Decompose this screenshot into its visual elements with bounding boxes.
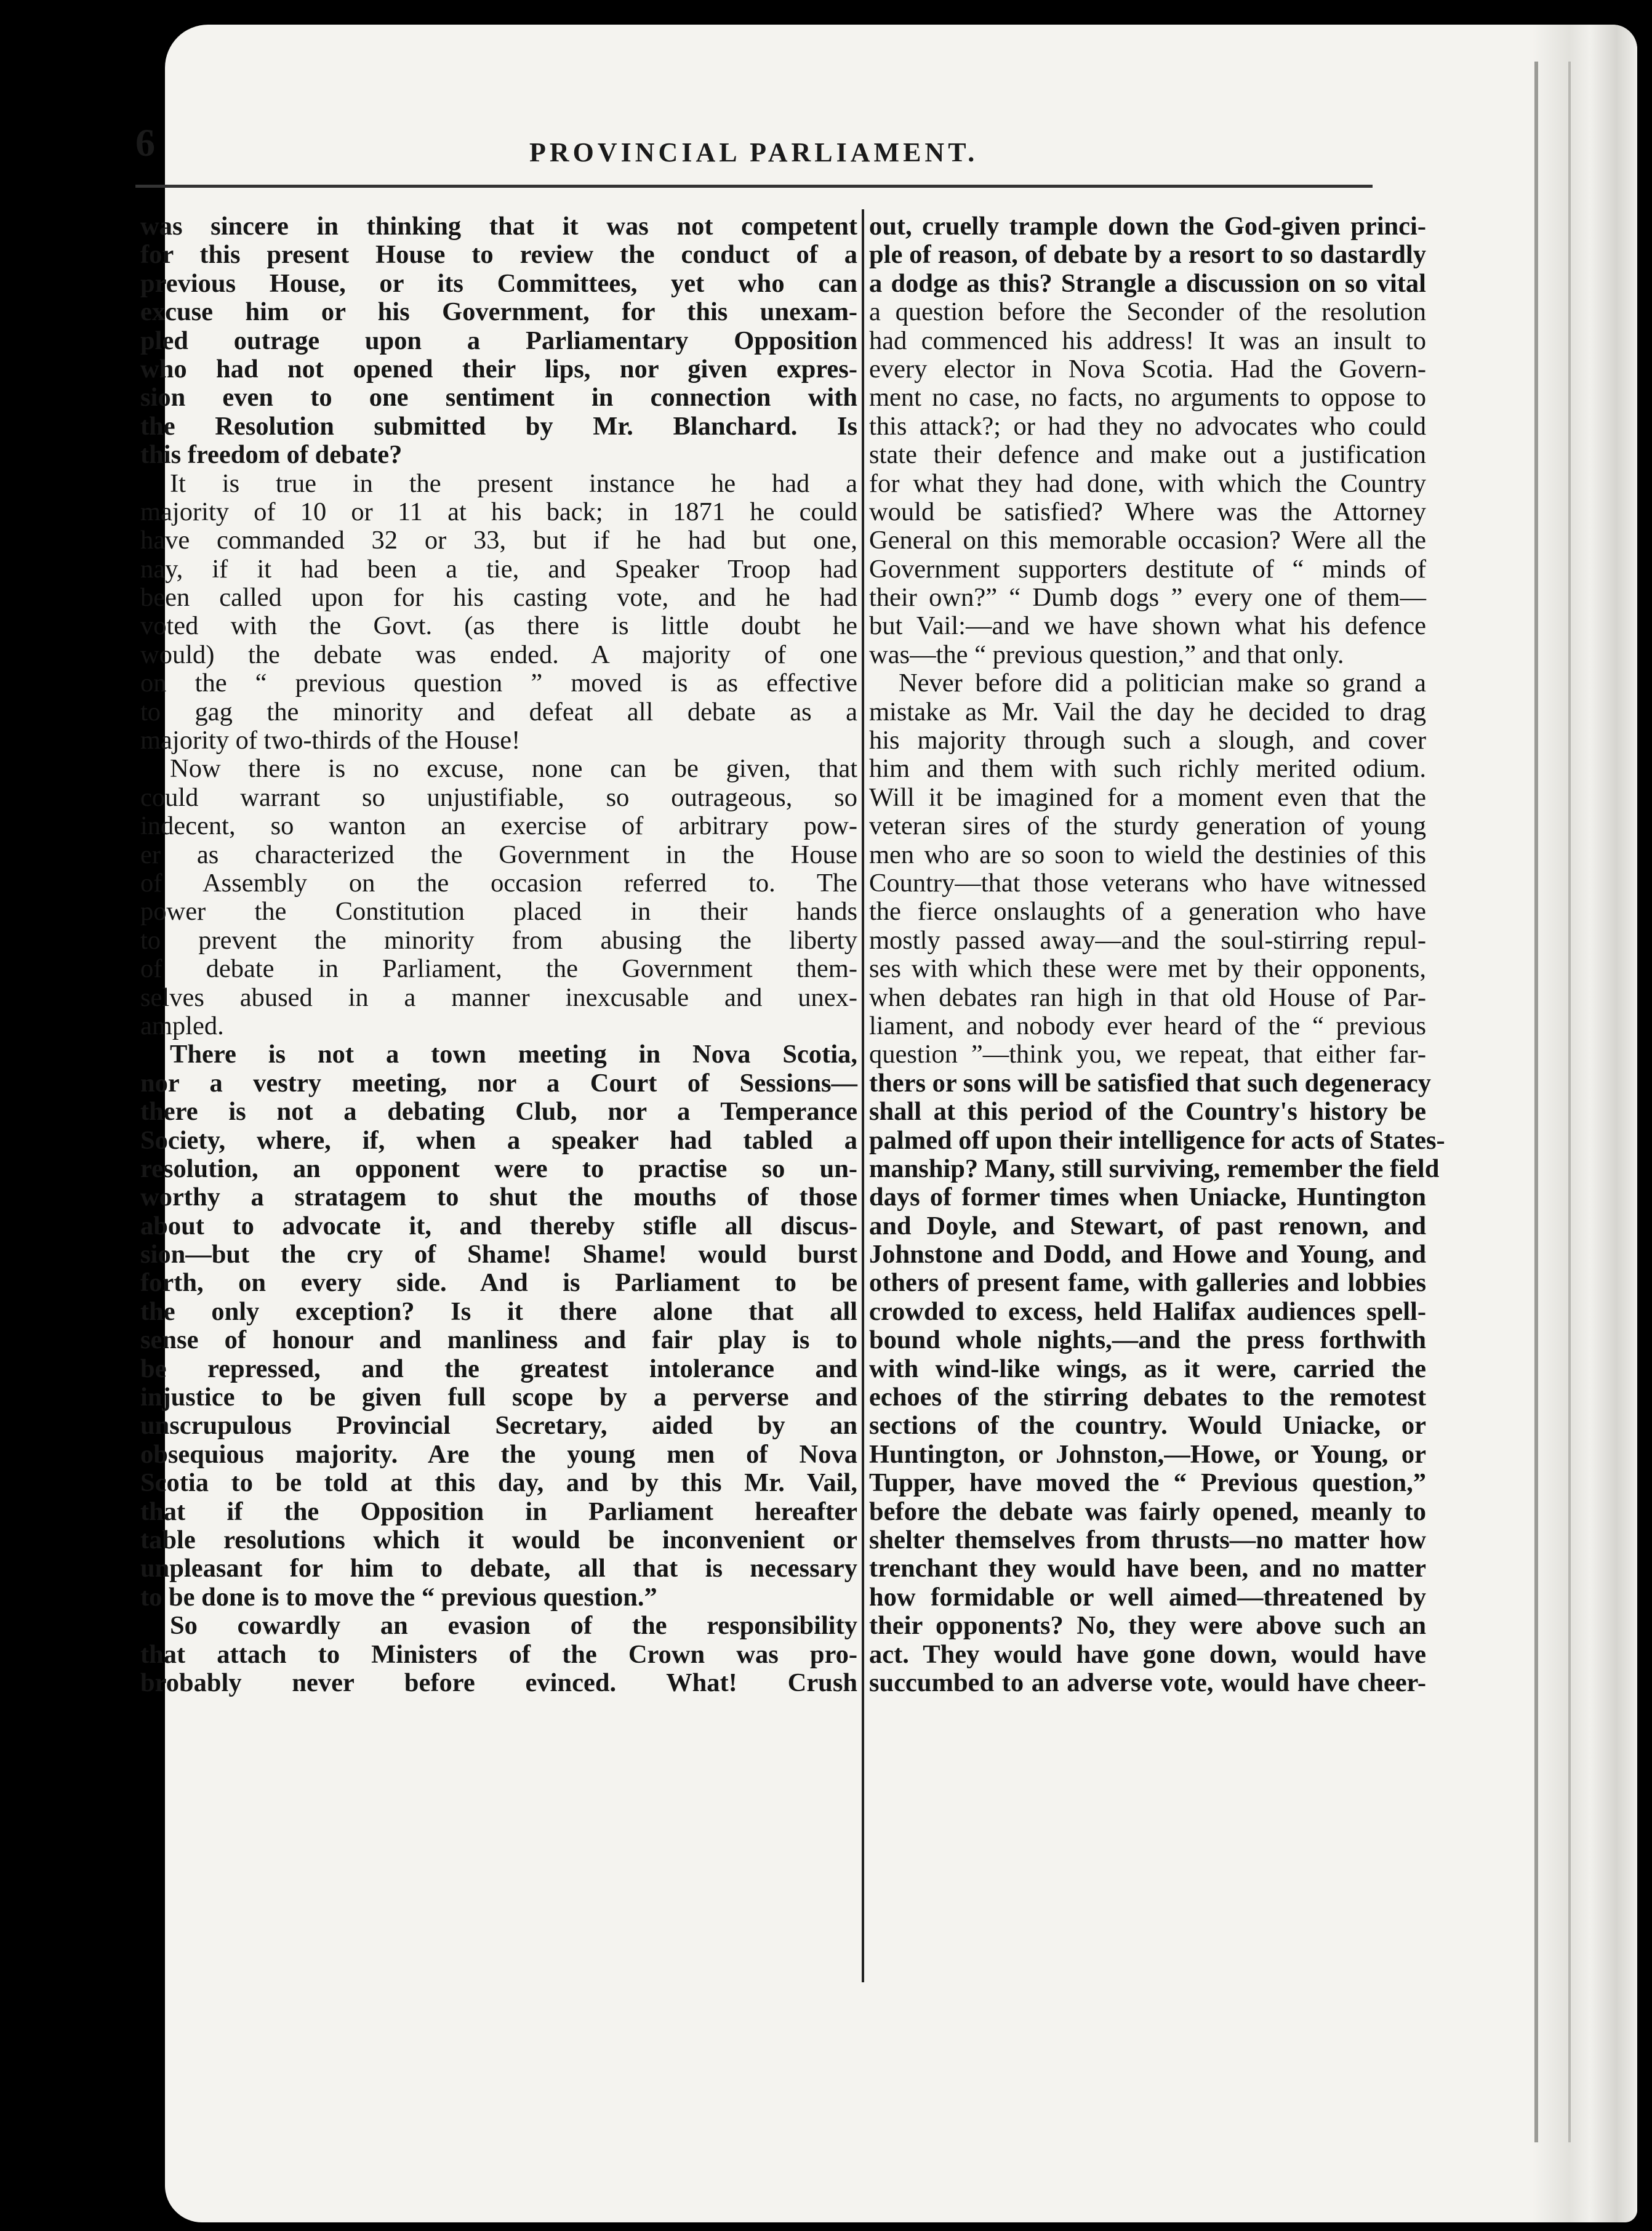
text-line: General on this memorable occasion? Were all the [869, 526, 1426, 555]
text-line: was sincere in thinking that it was not competent [140, 212, 857, 241]
text-line: and Doyle, and Stewart, of past renown, and [869, 1211, 1426, 1240]
text-line: that if the Opposition in Parliament hereafter [140, 1497, 857, 1526]
text-line: have commanded 32 or 33, but if he had but one, [140, 526, 857, 555]
text-line: shall at this period of the Country's history be [869, 1097, 1426, 1127]
header-rule [135, 185, 1373, 188]
text-line: about to advocate it, and thereby stifle all discus- [140, 1211, 857, 1240]
text-line: who had not opened their lips, nor given expres- [140, 354, 857, 384]
text-line: ple of reason, of debate by a resort to so dastardly [869, 240, 1426, 270]
text-line: for this present House to review the conduct of a [140, 240, 857, 270]
text-line: unscrupulous Provincial Secretary, aided by an [140, 1411, 857, 1441]
text-line: would) the debate was ended. A majority of one [140, 640, 857, 669]
text-line: Huntington, or Johnston,—Howe, or Young, or [869, 1439, 1426, 1469]
text-line: for what they had done, with which the Country [869, 468, 1426, 498]
text-line: their opponents? No, they were above such an [869, 1611, 1426, 1641]
text-line: how formidable or well aimed—threatened by [869, 1582, 1426, 1612]
text-line: could warrant so unjustifiable, so outrageous, so [140, 782, 857, 812]
left-column [140, 212, 857, 1697]
text-line: would be satisfied? Where was the Attorney [869, 497, 1426, 526]
text-line: brobably never before evinced. What! Crush [140, 1668, 857, 1697]
page-fold-line [1534, 62, 1538, 2142]
text-line: There is not a town meeting in Nova Scotia, [170, 1040, 857, 1069]
text-line: sion—but the cry of Shame! Shame! would burst [140, 1240, 857, 1269]
text-line: manship? Many, still surviving, remember the field [869, 1154, 1440, 1183]
text-line: unpleasant for him to debate, all that is necessary [140, 1554, 857, 1583]
text-line: er as characterized the Government in the House [140, 840, 857, 869]
text-line: bound whole nights,—and the press forthwith [869, 1325, 1426, 1355]
text-line: Never before did a politician make so grand a [899, 669, 1426, 698]
text-line: Now there is no excuse, none can be given, that [170, 754, 857, 784]
right-column [869, 212, 1445, 1697]
text-line: his majority through such a slough, and cover [869, 726, 1426, 755]
running-head: PROVINCIAL PARLIAMENT. [529, 137, 979, 167]
text-line: trenchant they would have been, and no matter [869, 1554, 1426, 1583]
text-line: injustice to be given full scope by a perverse and [140, 1383, 857, 1412]
text-line: a dodge as this? Strangle a discussion on so vital [869, 268, 1426, 298]
text-line: was—the “ previous question,” and that only. [869, 640, 1344, 669]
text-line: mostly passed away—and the soul-stirring repul- [869, 925, 1426, 955]
text-line: to prevent the minority from abusing the liberty [140, 925, 857, 955]
text-line: but Vail:—and we have shown what his defence [869, 611, 1426, 641]
text-line: their own?” “ Dumb dogs ” every one of them— [869, 583, 1426, 613]
text-line: of Assembly on the occasion referred to. The [140, 868, 857, 898]
text-line: excuse him or his Government, for this unexam- [140, 297, 857, 327]
text-line: to be done is to move the “ previous question.” [140, 1582, 657, 1612]
text-line: worthy a stratagem to shut the mouths of those [140, 1183, 857, 1212]
text-line: every elector in Nova Scotia. Had the Govern- [869, 354, 1426, 384]
text-line: obsequious majority. Are the young men of Nova [140, 1439, 857, 1469]
text-line: the fierce onslaughts of a generation who have [869, 897, 1426, 927]
text-line: nay, if it had been a tie, and Speaker Troop had [140, 554, 857, 584]
text-line: a question before the Seconder of the resolution [869, 297, 1426, 327]
text-line: palmed off upon their intelligence for acts of States- [869, 1125, 1445, 1155]
text-line: men who are so soon to wield the destinies of this [869, 840, 1426, 869]
text-line: others of present fame, with galleries and lobbies [869, 1268, 1426, 1298]
text-line: to gag the minority and defeat all debate as a [140, 697, 857, 726]
text-line: nor a vestry meeting, nor a Court of Sessions— [140, 1068, 857, 1098]
text-line: ses with which these were met by their opponents, [869, 954, 1426, 984]
text-line: mistake as Mr. Vail the day he decided to drag [869, 697, 1426, 726]
text-line: veteran sires of the sturdy generation of young [869, 811, 1426, 841]
text-line: on the “ previous question ” moved is as effective [140, 669, 857, 698]
text-line: the only exception? Is it there alone that all [140, 1296, 857, 1326]
text-line: shelter themselves from thrusts—no matter how [869, 1525, 1426, 1554]
text-line: state their defence and make out a justification [869, 440, 1426, 470]
text-line: him and them with such richly merited odium. [869, 754, 1426, 784]
text-line: Country—that those veterans who have witnessed [869, 868, 1426, 898]
text-line: pled outrage upon a Parliamentary Opposition [140, 326, 857, 355]
text-line: days of former times when Uniacke, Huntington [869, 1183, 1426, 1212]
text-line: power the Constitution placed in their hands [140, 897, 857, 927]
text-line: selves abused in a manner inexcusable and unex- [140, 983, 857, 1012]
text-line: out, cruelly trample down the God-given princi- [869, 212, 1426, 241]
text-line: indecent, so wanton an exercise of arbitrary pow- [140, 811, 857, 841]
text-line: It is true in the present instance he had a [170, 468, 857, 498]
text-line: majority of 10 or 11 at his back; in 1871 he could [140, 497, 857, 526]
text-line: when debates ran high in that old House of Par- [869, 983, 1426, 1012]
text-line: forth, on every side. And is Parliament to be [140, 1268, 857, 1298]
text-line: echoes of the stirring debates to the remotest [869, 1383, 1426, 1412]
text-line: question ”—think you, we repeat, that either far- [869, 1040, 1426, 1069]
text-line: there is not a debating Club, nor a Temperance [140, 1097, 857, 1127]
text-line: Society, where, if, when a speaker had tabled a [140, 1125, 857, 1155]
page-fold-line-secondary [1568, 62, 1571, 2142]
text-line: sense of honour and manliness and fair play is to [140, 1325, 857, 1355]
text-line: been called upon for his casting vote, and he had [140, 583, 857, 613]
text-line: majority of two-thirds of the House! [140, 726, 521, 755]
text-line: So cowardly an evasion of the responsibility [170, 1611, 857, 1641]
text-line: of debate in Parliament, the Government them- [140, 954, 857, 984]
text-line: liament, and nobody ever heard of the “ previous [869, 1011, 1426, 1040]
text-line: crowded to excess, held Halifax audiences spell- [869, 1296, 1426, 1326]
text-line: ment no case, no facts, no arguments to oppose to [869, 383, 1426, 412]
text-line: had commenced his address! It was an insult to [869, 326, 1426, 355]
text-line: resolution, an opponent were to practise so un- [140, 1154, 857, 1183]
text-line: table resolutions which it would be inconvenient or [140, 1525, 857, 1554]
text-line: this freedom of debate? [140, 440, 403, 470]
text-line: that attach to Ministers of the Crown was pro- [140, 1639, 857, 1669]
text-line: be repressed, and the greatest intolerance and [140, 1354, 857, 1383]
text-line: succumbed to an adverse vote, would have cheer- [869, 1668, 1426, 1697]
text-line: before the debate was fairly opened, meanly to [869, 1497, 1426, 1526]
text-line: Will it be imagined for a moment even that the [869, 782, 1426, 812]
text-line: Johnstone and Dodd, and Howe and Young, and [869, 1240, 1426, 1269]
text-line: with wind-like wings, as it were, carried the [869, 1354, 1426, 1383]
text-line: previous House, or its Committees, yet who can [140, 268, 857, 298]
column-divider [862, 209, 864, 1982]
text-line: the Resolution submitted by Mr. Blanchard. Is [140, 411, 857, 441]
text-line: voted with the Govt. (as there is little doubt he [140, 611, 857, 641]
text-line: sections of the country. Would Uniacke, or [869, 1411, 1426, 1441]
text-line: Government supporters destitute of “ minds of [869, 554, 1426, 584]
text-line: this attack?; or had they no advocates who could [869, 411, 1426, 441]
text-line: Tupper, have moved the “ Previous question,” [869, 1468, 1426, 1498]
text-line: ampled. [140, 1011, 224, 1040]
page-number: 6 [135, 121, 155, 164]
text-line: thers or sons will be satisfied that such degeneracy [869, 1068, 1431, 1098]
text-line: Scotia to be told at this day, and by this Mr. Vail, [140, 1468, 857, 1498]
text-line: act. They would have gone down, would have [869, 1639, 1426, 1669]
page-edge-shadow [1533, 25, 1637, 2222]
text-line: sion even to one sentiment in connection with [140, 383, 857, 412]
